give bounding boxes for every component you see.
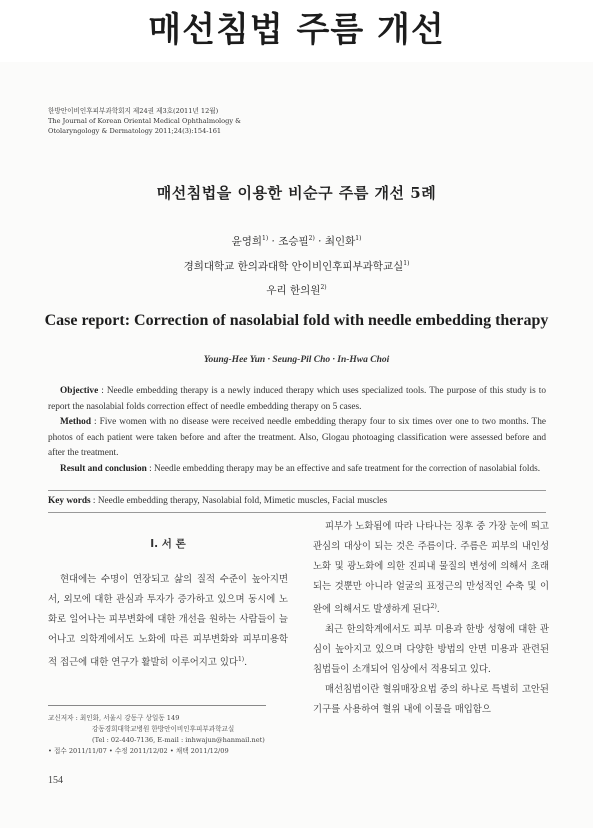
corr-line-3: (Tel : 02-440-7136, E-mail : inhwajun@hanmail.net) — [92, 736, 265, 744]
method-label: Method — [60, 417, 91, 427]
banner — [0, 0, 593, 60]
result-text: : Needle embedding therapy may be an effective and safe treatment for the correction of nasolabial folds. — [146, 463, 541, 474]
correspondence-footnote — [48, 713, 298, 757]
author-names-line — [0, 228, 593, 253]
author-2: 조승필 — [278, 235, 309, 248]
intro-paragraph-text: 현대에는 수명이 연장되고 삶의 질적 수준이 높아지면서, 외모에 대한 관심과 투자가 증가하고 있으며 동시에 노화로 일어나는 피부변화에 대한 개선을 원하는 사람들이 늘어나고 의학계에서도 노화에 따른 피부변화와 피부미용학적 접근에 대한 연구가 활발히 이루어지고 있다 — [48, 574, 288, 669]
abstract-objective — [48, 384, 546, 415]
author-sep: · — [314, 235, 325, 248]
journal-line-kr: 한방안이비인후피부과학회지 제24권 제3호(2011년 12월) — [48, 107, 219, 115]
authors-english: Young-Hee Yun · Seung-Pil Cho · In-Hwa Choi — [203, 355, 390, 365]
column-right — [313, 517, 549, 720]
right-paragraph-3: 매선침법이란 혈위매장요법 중의 하나로 특별히 고안된 기구를 사용하여 혈위 내에 이물을 매입함으 — [313, 684, 549, 716]
citation-2: 2) — [430, 603, 437, 610]
objective-label: Objective — [60, 386, 99, 396]
affiliation-2 — [0, 277, 593, 302]
corr-dates: • 접수 2011/11/07 • 수정 2011/12/02 • 채택 2011/12/09 — [48, 747, 229, 755]
right-paragraph-1-text: 피부가 노화됨에 따라 나타나는 징후 중 가장 눈에 띄고 관심의 대상이 되는 것은 주름이다. 주름은 피부의 내인성 노화 및 광노화에 의한 진피내 물질의 변성에 의해서 초래되는 것뿐만 아니라 얼굴의 표정근의 만성적인 수축 및 이완에 의해서도 발생하게 된다 — [313, 521, 549, 616]
intro-paragraph — [48, 570, 288, 673]
keywords-label: Key words — [48, 496, 91, 506]
author-2-sup: 2) — [308, 235, 315, 242]
corr-line-2: 강동경희대학교병원 한방안이비인후피부과학교실 — [92, 725, 235, 733]
affiliation-2-sup: 2) — [320, 284, 327, 291]
abstract — [48, 384, 546, 477]
journal-line-en-2: Otolaryngology & Dermatology 2011;24(3):154-161 — [48, 127, 222, 135]
footnote-divider — [48, 705, 266, 706]
keywords-text: : Needle embedding therapy, Nasolabial fold, Mimetic muscles, Facial muscles — [90, 496, 388, 506]
right-paragraph-1 — [313, 517, 549, 620]
affiliation-1-text: 경희대학교 한의과대학 안이비인후피부과학교실 — [183, 260, 404, 272]
result-label: Result and conclusion — [60, 463, 147, 474]
method-text: : Five women with no disease were received needle embedding therapy four to six times over one to two months. The photos of each patient were taken before and after the treatment. Also, Glogau photoaging classification were assessed before and after the treatment. — [48, 417, 546, 458]
author-1-sup: 1) — [262, 235, 269, 242]
authors-korean — [0, 228, 593, 302]
page-number: 154 — [48, 775, 63, 786]
author-3-sup: 1) — [355, 235, 362, 242]
keywords — [48, 490, 546, 513]
author-3: 최인화 — [324, 235, 356, 248]
citation-1: 1) — [237, 656, 245, 663]
affiliation-1 — [0, 253, 593, 278]
author-1: 윤영희 — [231, 235, 262, 248]
intro-paragraph-end: . — [244, 657, 248, 669]
banner-title: 매선침법 주름 개선 — [148, 10, 445, 50]
objective-text: : Needle embedding therapy is a newly induced therapy which uses specialized tools. The purpose of this study is to report the nasolabial folds correction effect of needle embedding therapy on 5 cases. — [48, 386, 546, 412]
affiliation-2-text: 우리 한의원 — [266, 284, 321, 297]
abstract-result — [48, 462, 546, 478]
title-korean: 매선침법을 이용한 비순구 주름 개선 5례 — [156, 184, 437, 202]
corr-line-1: 교신저자 : 최인화, 서울시 강동구 상일동 149 — [48, 714, 180, 722]
paper-page — [0, 62, 593, 828]
journal-line-en-1: The Journal of Korean Oriental Medical Ophthalmology & — [48, 117, 242, 125]
journal-info — [48, 106, 348, 136]
author-sep: · — [268, 235, 279, 248]
column-left — [48, 534, 288, 673]
right-paragraph-2: 최근 한의학계에서도 피부 미용과 한방 성형에 대한 관심이 높아지고 있으며 다양한 방법의 안면 미용과 관련된 침법들이 소개되어 임상에서 적용되고 있다. — [313, 624, 549, 676]
abstract-method — [48, 415, 546, 462]
title-english: Case report: Correction of nasolabial fold with needle embedding therapy — [44, 312, 549, 329]
section-heading-intro: Ⅰ. 서 론 — [150, 538, 186, 550]
affiliation-1-sup: 1) — [403, 259, 410, 267]
right-paragraph-1-end: . — [436, 604, 440, 616]
